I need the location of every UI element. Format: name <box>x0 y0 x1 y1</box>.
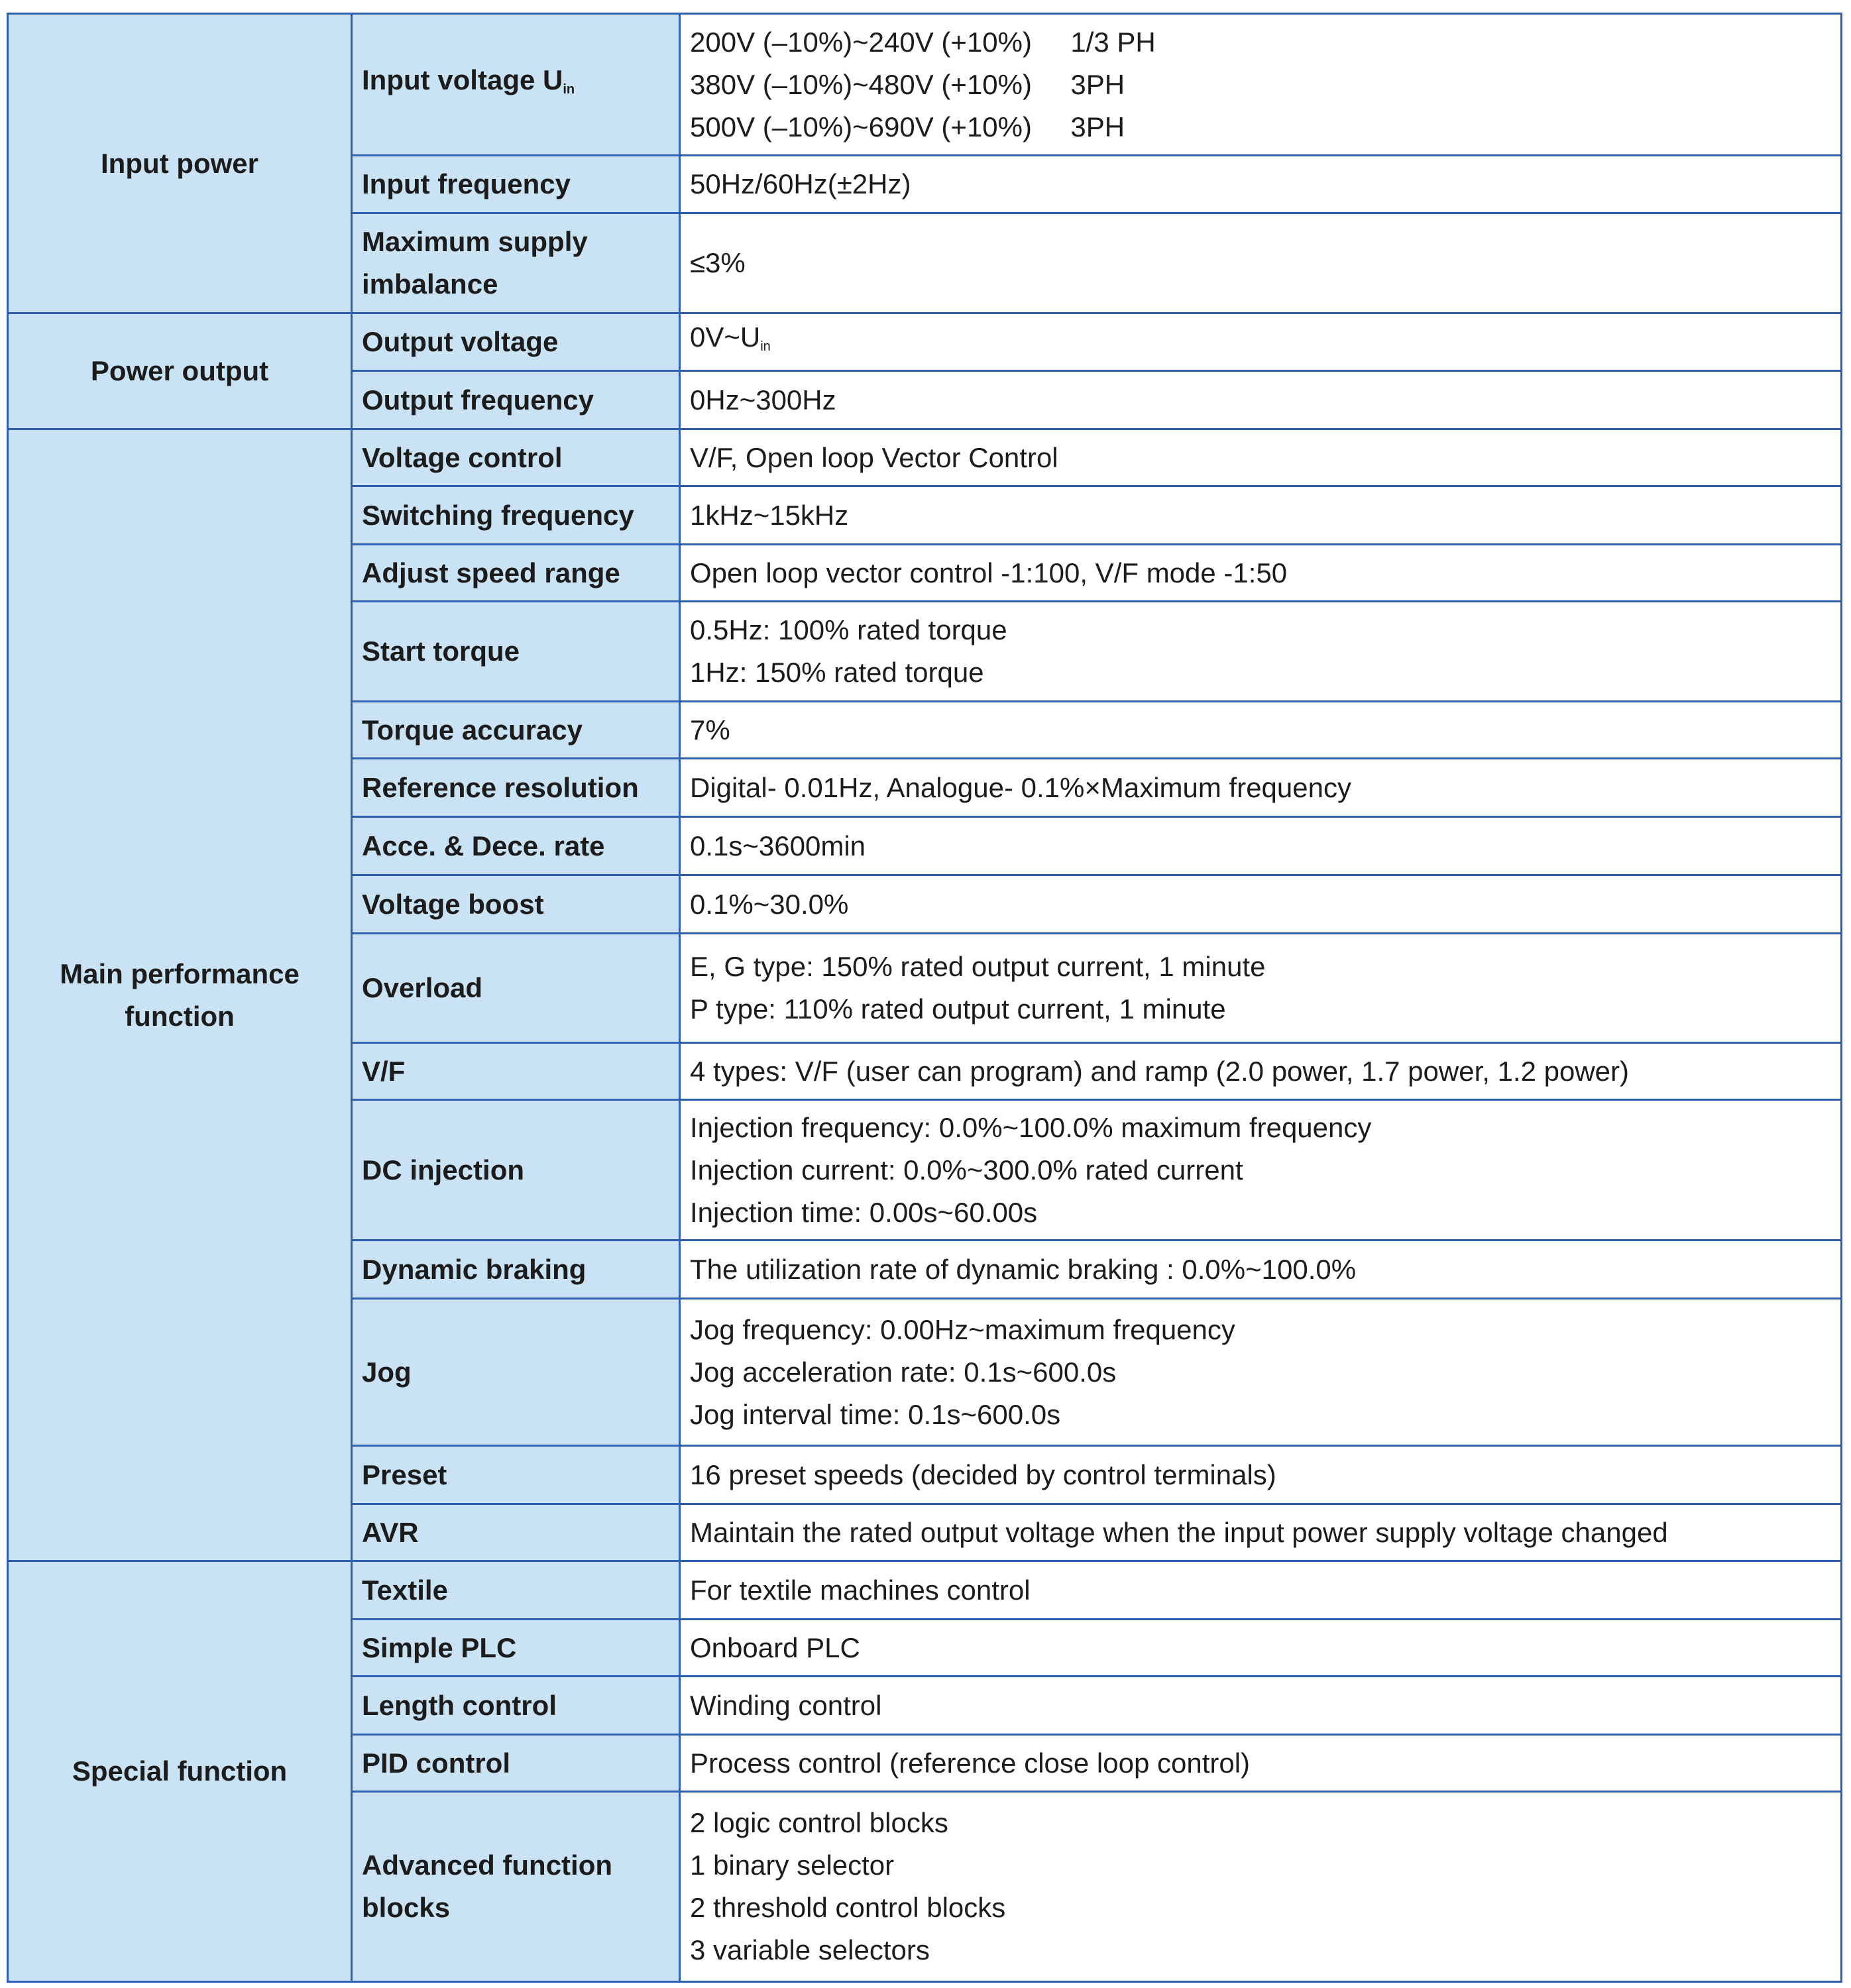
value-text: V/F, Open loop Vector Control <box>690 441 1058 473</box>
value-text: 16 preset speeds (decided by control terminals) <box>690 1459 1276 1490</box>
value-cell <box>680 1299 1842 1446</box>
value-line <box>690 1844 1831 1887</box>
parameter-cell <box>352 602 680 702</box>
value-line <box>690 825 1831 867</box>
value-cell <box>680 934 1842 1043</box>
value-line <box>690 106 1831 148</box>
parameter-cell <box>352 14 680 156</box>
value-cell <box>680 156 1842 213</box>
value-line <box>690 494 1831 537</box>
value-cell <box>680 1504 1842 1561</box>
value-line <box>690 1627 1831 1669</box>
parameter-cell <box>352 1100 680 1241</box>
category-cell: Input power <box>8 14 352 313</box>
value-line <box>690 1742 1831 1785</box>
value-text: 0.1s~3600min <box>690 830 866 861</box>
parameter-cell <box>352 1299 680 1446</box>
value-cell <box>680 1620 1842 1677</box>
value-line <box>690 1394 1831 1436</box>
parameter-label: Dynamic braking <box>362 1253 587 1285</box>
parameter-cell <box>352 1735 680 1792</box>
value-text: 0Hz~300Hz <box>690 384 836 415</box>
parameter-label: Maximum supply imbalance <box>362 226 588 300</box>
parameter-cell <box>352 1241 680 1299</box>
value-line <box>690 21 1831 64</box>
value-line <box>690 1512 1831 1554</box>
value-text: Jog acceleration rate: 0.1s~600.0s <box>690 1356 1117 1388</box>
parameter-cell <box>352 1504 680 1561</box>
value-cell <box>680 486 1842 545</box>
value-line <box>690 609 1831 651</box>
parameter-label: Output voltage <box>362 326 559 357</box>
value-line <box>690 1929 1831 1971</box>
value-text: 7% <box>690 714 730 746</box>
parameter-label: AVR <box>362 1516 419 1548</box>
value-text: Open loop vector control -1:100, V/F mode -1:50 <box>690 557 1288 588</box>
value-cell <box>680 875 1842 934</box>
parameter-label: Input voltage U <box>362 64 563 95</box>
value-text: Injection frequency: 0.0%~100.0% maximum frequency <box>690 1111 1372 1143</box>
parameter-label: Voltage control <box>362 441 563 473</box>
value-line <box>690 767 1831 809</box>
value-cell <box>680 1100 1842 1241</box>
value-text: ≤3% <box>690 247 746 278</box>
specification-table-body <box>8 14 1842 1982</box>
value-subscript: in <box>760 339 771 354</box>
value-cell <box>680 14 1842 156</box>
value-text: 1 binary selector <box>690 1850 895 1881</box>
parameter-label: Preset <box>362 1459 447 1490</box>
table-row <box>8 1561 1842 1620</box>
value-line <box>690 988 1831 1030</box>
value-line <box>690 1309 1831 1351</box>
parameter-cell <box>352 1561 680 1620</box>
value-line <box>690 709 1831 751</box>
value-text: Jog interval time: 0.1s~600.0s <box>690 1398 1061 1430</box>
value-text: 2 threshold control blocks <box>690 1892 1006 1923</box>
value-text: Winding control <box>690 1689 882 1721</box>
value-text: P type: 110% rated output current, 1 minute <box>690 993 1226 1024</box>
value-line <box>690 437 1831 479</box>
parameter-cell <box>352 1043 680 1100</box>
value-text: E, G type: 150% rated output current, 1 minute <box>690 951 1266 982</box>
value-line <box>690 1569 1831 1612</box>
parameter-cell <box>352 1792 680 1982</box>
value-line <box>690 1191 1831 1234</box>
table-row <box>8 313 1842 371</box>
value-cell <box>680 1043 1842 1100</box>
parameter-cell <box>352 545 680 602</box>
parameter-cell <box>352 313 680 371</box>
value-line <box>690 242 1831 284</box>
value-line <box>690 1802 1831 1844</box>
value-cell <box>680 1735 1842 1792</box>
value-line <box>690 316 1831 368</box>
parameter-label: Reference resolution <box>362 771 639 803</box>
value-line <box>690 1149 1831 1191</box>
value-text: 0.5Hz: 100% rated torque <box>690 614 1007 645</box>
value-cell <box>680 1561 1842 1620</box>
value-text: 1kHz~15kHz <box>690 499 849 531</box>
parameter-label: Length control <box>362 1689 557 1721</box>
parameter-label: PID control <box>362 1747 511 1779</box>
category-cell: Special function <box>8 1561 352 1982</box>
parameter-label: Start torque <box>362 635 520 667</box>
table-row <box>8 429 1842 486</box>
value-line <box>690 1351 1831 1394</box>
value-cell <box>680 313 1842 371</box>
parameter-label: Adjust speed range <box>362 557 620 588</box>
value-line <box>690 552 1831 594</box>
value-cell <box>680 602 1842 702</box>
value-text: 200V (–10%)~240V (+10%) 1/3 PH <box>690 26 1156 58</box>
value-cell <box>680 1677 1842 1735</box>
value-text: Digital- 0.01Hz, Analogue- 0.1%×Maximum frequency <box>690 771 1351 803</box>
value-cell <box>680 429 1842 486</box>
parameter-cell <box>352 1677 680 1735</box>
parameter-label: Torque accuracy <box>362 714 583 746</box>
value-cell <box>680 1446 1842 1504</box>
value-cell <box>680 759 1842 817</box>
parameter-label: Voltage boost <box>362 888 544 920</box>
value-cell <box>680 1792 1842 1982</box>
parameter-label: Simple PLC <box>362 1631 517 1663</box>
value-text: 1Hz: 150% rated torque <box>690 657 984 688</box>
value-line <box>690 1887 1831 1929</box>
parameter-label: Advanced function blocks <box>362 1850 613 1923</box>
value-line <box>690 1684 1831 1727</box>
parameter-cell <box>352 1620 680 1677</box>
value-text: Onboard PLC <box>690 1631 860 1663</box>
value-line <box>690 163 1831 205</box>
parameter-cell <box>352 429 680 486</box>
value-text: 380V (–10%)~480V (+10%) 3PH <box>690 68 1125 100</box>
parameter-label: Acce. & Dece. rate <box>362 830 605 861</box>
value-text: For textile machines control <box>690 1574 1031 1606</box>
parameter-cell <box>352 486 680 545</box>
parameter-label: V/F <box>362 1055 406 1087</box>
parameter-label: Switching frequency <box>362 499 634 531</box>
value-text: 50Hz/60Hz(±2Hz) <box>690 168 911 199</box>
value-text: 2 logic control blocks <box>690 1807 948 1838</box>
value-text: 0.1%~30.0% <box>690 888 849 920</box>
value-line <box>690 651 1831 694</box>
parameter-label: Input frequency <box>362 168 571 199</box>
value-cell <box>680 545 1842 602</box>
parameter-cell <box>352 1446 680 1504</box>
table-row <box>8 14 1842 156</box>
value-cell <box>680 1241 1842 1299</box>
value-line <box>690 946 1831 988</box>
parameter-label: Jog <box>362 1356 412 1388</box>
value-text: 0V~U <box>690 321 761 353</box>
value-line <box>690 883 1831 926</box>
parameter-cell <box>352 213 680 313</box>
value-cell <box>680 213 1842 313</box>
value-line <box>690 379 1831 421</box>
value-text: 500V (–10%)~690V (+10%) 3PH <box>690 111 1125 142</box>
parameter-cell <box>352 817 680 875</box>
value-line <box>690 1050 1831 1093</box>
value-cell <box>680 817 1842 875</box>
value-text: Injection time: 0.00s~60.00s <box>690 1196 1038 1228</box>
category-cell: Main performance function <box>8 429 352 1561</box>
parameter-label: DC injection <box>362 1154 525 1186</box>
parameter-cell <box>352 371 680 429</box>
parameter-label: Overload <box>362 972 483 1003</box>
value-text: Process control (reference close loop control) <box>690 1747 1251 1779</box>
parameter-cell <box>352 156 680 213</box>
value-cell <box>680 702 1842 759</box>
value-text: 4 types: V/F (user can program) and ramp (2.0 power, 1.7 power, 1.2 power) <box>690 1055 1630 1087</box>
category-cell: Power output <box>8 313 352 429</box>
value-text: Injection current: 0.0%~300.0% rated current <box>690 1154 1243 1186</box>
value-line <box>690 1107 1831 1149</box>
parameter-cell <box>352 934 680 1043</box>
parameter-cell <box>352 702 680 759</box>
value-text: Jog frequency: 0.00Hz~maximum frequency <box>690 1313 1235 1345</box>
value-line <box>690 64 1831 106</box>
parameter-cell <box>352 875 680 934</box>
parameter-label: Textile <box>362 1574 448 1606</box>
value-text: 3 variable selectors <box>690 1934 930 1965</box>
value-line <box>690 1454 1831 1496</box>
specification-table <box>7 13 1842 1983</box>
parameter-label: Output frequency <box>362 384 594 415</box>
parameter-subscript: in <box>563 82 575 97</box>
value-line <box>690 1248 1831 1291</box>
value-text: The utilization rate of dynamic braking : 0.0%~100.0% <box>690 1253 1357 1285</box>
value-cell <box>680 371 1842 429</box>
value-text: Maintain the rated output voltage when the input power supply voltage changed <box>690 1516 1668 1548</box>
parameter-cell <box>352 759 680 817</box>
